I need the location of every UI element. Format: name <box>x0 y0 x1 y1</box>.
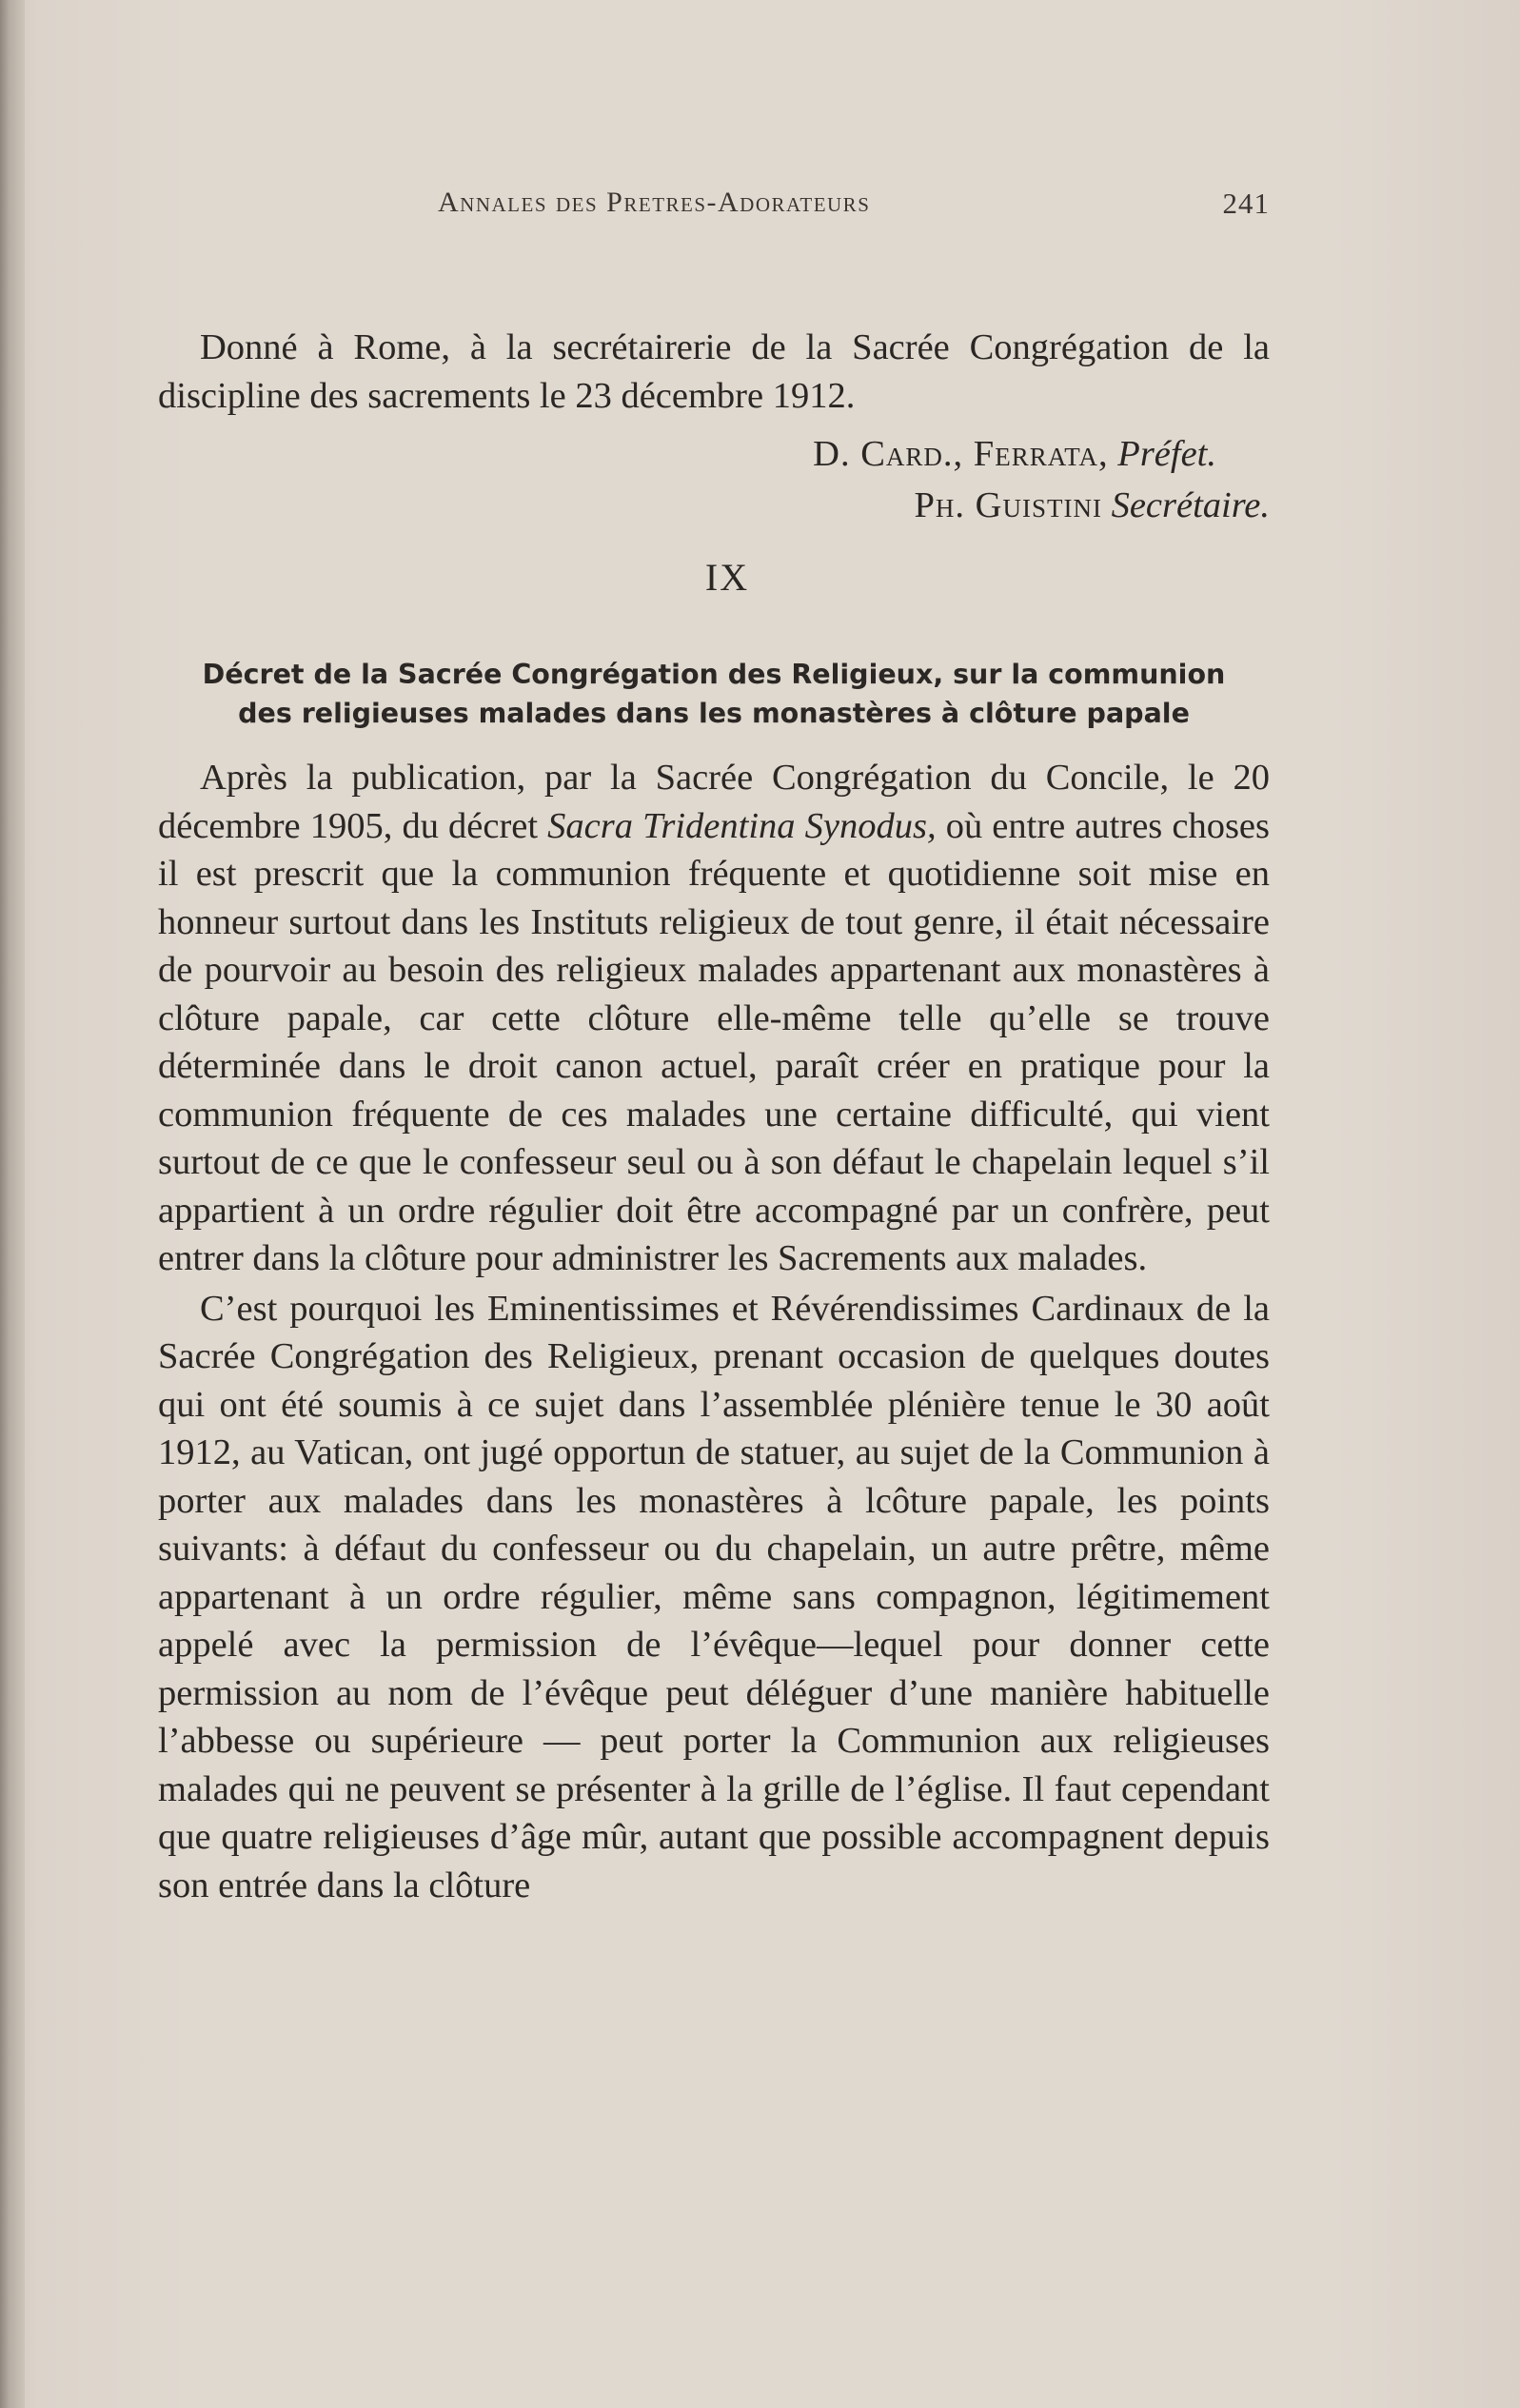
running-title: Annales des Pretres-Adorateurs <box>438 187 871 218</box>
section-heading <box>158 555 1270 600</box>
signature-secretary-title: Secrétaire. <box>1111 485 1270 525</box>
decree-name-italic: Sacra Tridentina Synodus, <box>547 805 937 846</box>
signature-prefect-title: Préfet. <box>1117 434 1216 474</box>
closing-paragraph: Donné à Rome, à la secrétairerie de la Sacrée Congrégation de la discipline des sacrements le 23 décembre 1912. <box>158 327 1270 416</box>
signature-secretary <box>158 482 1270 529</box>
body-paragraph-2: C’est pourquoi les Eminentissimes et Révérendissimes Cardinaux de la Sacrée Congrégation des Religieux, prenant occasion de quelques doutes qui ont été soumis à ce sujet dans l’assemblée plénière tenue le 30 août 1912, au Vatican, ont jugé opportun de statuer, au sujet de la Communion à porter aux malades dans les monastères à lcôture papale, les points suivants: à défaut du confesseur ou du chapelain, un autre prêtre, même appartenant à un ordre régulier, même sans compagnon, légitimement appelé avec la permission de l’évêque—lequel pour donner cette permission au nom de l’évêque peut déléguer d’une manière habituelle l’abbesse ou supérieure — peut porter la Communion aux religieuses malades qui ne peuvent se présenter à la grille de l’église. Il faut cependant que quatre religieuses d’âge mûr, autant que possible accompagnent depuis son entrée dans la clôture <box>158 1288 1270 1905</box>
decree-title-line-1: Décret de la Sacrée Congrégation des Religieux, sur la communion <box>202 659 1226 690</box>
body-paragraph-1 <box>158 754 1270 1283</box>
signature-prefect <box>158 430 1270 478</box>
body-paragraph-1-start: Après la publication, par la Sacrée Congrégation du Concile, le 20 décembre 1905, du décret <box>158 758 1270 846</box>
signature-prefect-name: D. Card., Ferrata, <box>813 434 1109 474</box>
closing-block <box>158 324 1270 420</box>
decree-title-block <box>158 655 1270 733</box>
signature-block <box>158 430 1270 529</box>
section-number: IX <box>704 556 750 599</box>
page-number: 241 <box>1222 187 1270 220</box>
body-paragraph-1-end: où entre autres choses il est prescrit que la communion fréquente et quotidienne soit mise en honneur surtout dans les Instituts religieux de tout genre, il était nécessaire de pourvoir au besoin des religieux malades appartenant aux monastères à clôture papale, car cette clôture elle-même telle qu’elle se trouve déterminée dans le droit canon actuel, paraît créer en pratique pour la communion fréquente de ces malades une certaine difficulté, qui vient surtout de ce que le confesseur seul ou à son défaut le chapelain lequel s’il appartient à un ordre régulier doit être accompagné par un confrère, peut entrer dans la clôture pour administrer les Sacrements aux malades. <box>158 805 1270 1278</box>
signature-secretary-name: Ph. Guistini <box>914 485 1102 525</box>
decree-title-line-2: des religieuses malades dans les monastères à clôture papale <box>238 698 1190 729</box>
book-spine-shadow <box>0 0 25 2408</box>
body-text <box>158 754 1270 1909</box>
